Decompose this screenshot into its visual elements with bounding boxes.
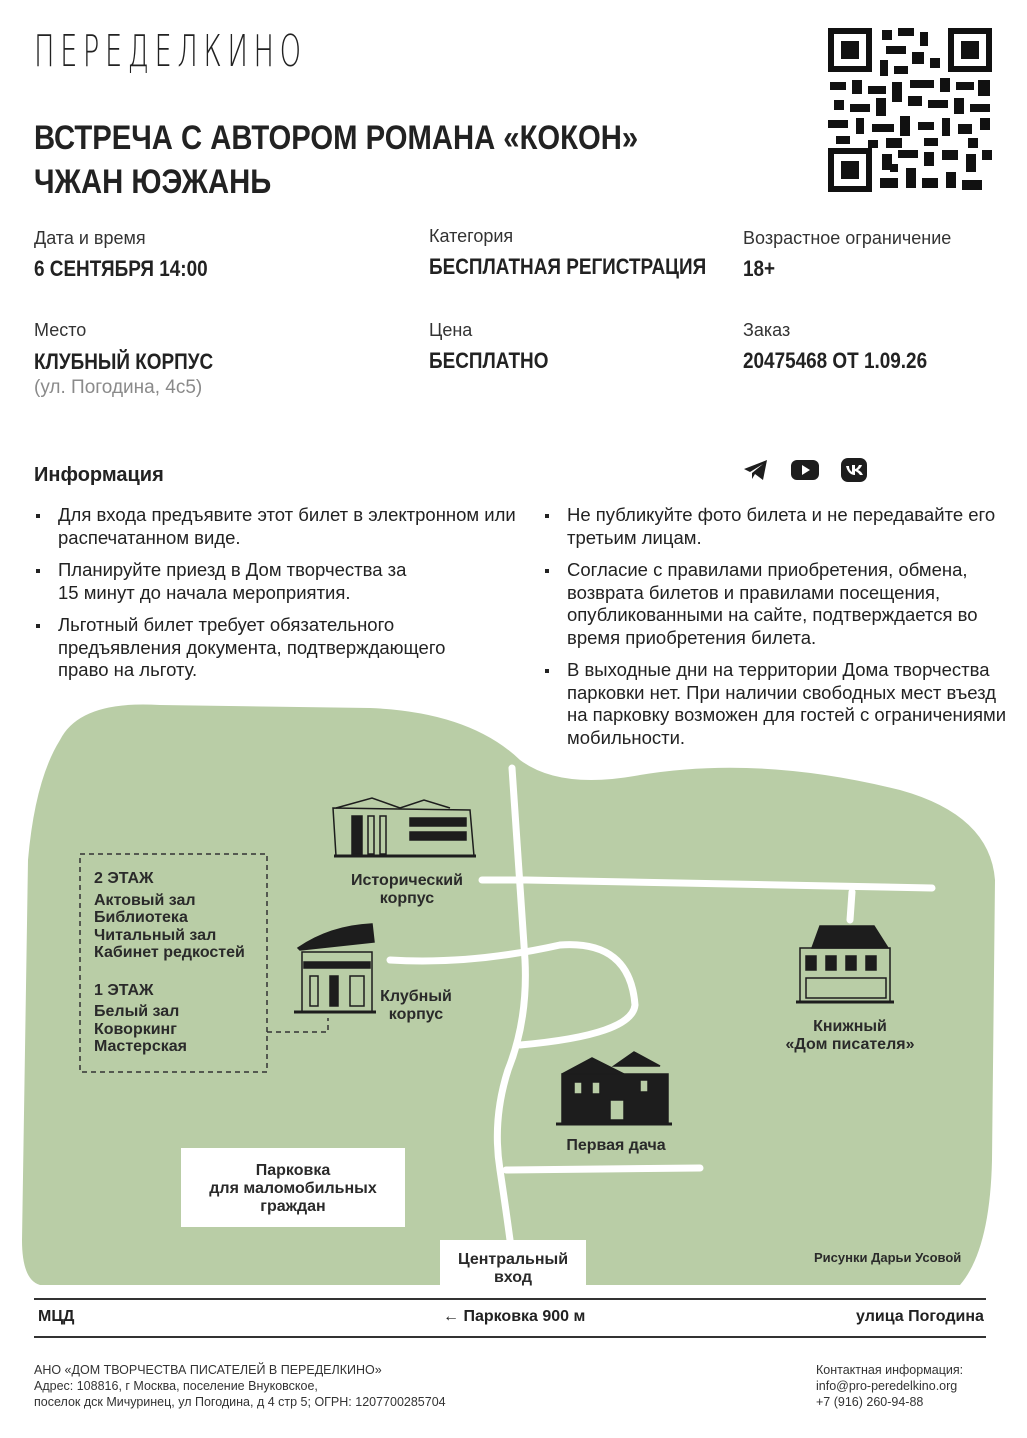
footer-org	[34, 1362, 446, 1410]
floor2-item: Читальный зал	[94, 926, 217, 944]
label-line: Центральный	[457, 1251, 569, 1268]
info-heading: Информация	[34, 464, 164, 486]
list-item: Льготный билет требует обязательного предъявления документа, подтверждающего право на льготу.	[34, 614, 498, 682]
label-line: вход	[493, 1269, 533, 1286]
order-label: Заказ	[743, 320, 791, 340]
label-line: граждан	[260, 1198, 326, 1215]
road-south	[506, 1168, 700, 1170]
list-item: Согласие с правилами приобретения, обмена, возврата билетов и правилами посещения, опубликованными на сайте, подтверждается во время приобретения билета.	[543, 559, 1013, 649]
label-line: «Дом писателя»	[785, 1036, 915, 1053]
footer-line: Адрес: 108816, г Москва, поселение Внуковское,	[34, 1379, 318, 1393]
dacha-label: Первая дача	[566, 1137, 666, 1154]
floor1-item: Коворкинг	[94, 1020, 177, 1038]
place-value: КЛУБНЫЙ КОРПУС	[34, 349, 214, 374]
label-line: Исторический	[351, 872, 463, 889]
divider	[34, 1336, 986, 1338]
floor2-item: Кабинет редкостей	[94, 944, 245, 961]
brand-logo: ПЕРЕДЕЛКИНО	[34, 26, 307, 77]
age-label: Возрастное ограничение	[743, 228, 952, 248]
age-value: 18+	[743, 256, 776, 281]
floor1-item: Мастерская	[94, 1038, 187, 1055]
contact-email[interactable]: info@pro-peredelkino.org	[816, 1379, 958, 1393]
label-line: для маломобильных	[209, 1180, 377, 1197]
parking-label	[181, 1162, 405, 1216]
historic-label	[332, 872, 482, 908]
event-title: ВСТРЕЧА С АВТОРОМ РОМАНА «КОКОН» ЧЖАН ЮЭЖАНЬ	[34, 119, 639, 201]
footer-contacts	[816, 1362, 963, 1410]
mcd-label: МЦД	[38, 1308, 75, 1325]
datetime-label: Дата и время	[34, 228, 146, 248]
label-line: Клубный	[380, 988, 452, 1005]
place-address: (ул. Погодина, 4с5)	[34, 377, 203, 398]
club-label	[376, 988, 456, 1024]
road-book	[850, 892, 852, 920]
street-label: улица Погодина	[856, 1308, 984, 1325]
place-label: Место	[34, 320, 87, 340]
footer-line: поселок дск Мичуринец, ул Погодина, д 4 стр 5; ОГРН: 1207700285704	[34, 1395, 446, 1409]
list-item: Не публикуйте фото билета и не передавайте его третьим лицам.	[543, 504, 1013, 549]
price-label: Цена	[429, 320, 473, 340]
footer-line: АНО «ДОМ ТВОРЧЕСТВА ПИСАТЕЛЕЙ В ПЕРЕДЕЛКИНО»	[34, 1363, 382, 1377]
label-line: корпус	[379, 890, 435, 907]
illustrations-credit: Рисунки Дарьи Усовой	[814, 1250, 962, 1265]
floor1-item: Белый зал	[94, 1003, 180, 1020]
category-label: Категория	[429, 226, 514, 246]
floor1-title: 1 ЭТАЖ	[94, 981, 154, 999]
floors-list	[94, 870, 245, 1056]
list-item: Для входа предъявите этот билет в электронном или распечатанном виде.	[34, 504, 534, 549]
label-line: Парковка	[255, 1162, 331, 1179]
label-line: Книжный	[813, 1018, 887, 1035]
order-value: 20475468 ОТ 1.09.26	[743, 348, 928, 373]
list-item: Планируйте приезд в Дом творчества за 15 минут до начала мероприятия.	[34, 559, 428, 604]
floor2-title: 2 ЭТАЖ	[94, 870, 154, 887]
bookstore-label	[770, 1018, 930, 1054]
footer-line: Контактная информация:	[816, 1363, 964, 1377]
contact-phone[interactable]: +7 (916) 260-94-88	[816, 1395, 924, 1409]
divider	[34, 1298, 986, 1300]
label-line: корпус	[388, 1006, 444, 1023]
list-item: В выходные дни на территории Дома творчества парковки нет. При наличии свободных мест въезд на парковку возможен для гостей с ограничениями мобильности.	[543, 659, 1013, 749]
category-value: БЕСПЛАТНАЯ РЕГИСТРАЦИЯ	[429, 254, 707, 279]
parking-distance: ← Парковка 900 м	[443, 1308, 586, 1325]
datetime-value: 6 СЕНТЯБРЯ 14:00	[34, 256, 208, 281]
floor2-item: Библиотека	[94, 909, 188, 926]
entrance-label	[440, 1251, 586, 1287]
floor2-item: Актовый зал	[94, 891, 196, 909]
price-value: БЕСПЛАТНО	[429, 348, 549, 373]
